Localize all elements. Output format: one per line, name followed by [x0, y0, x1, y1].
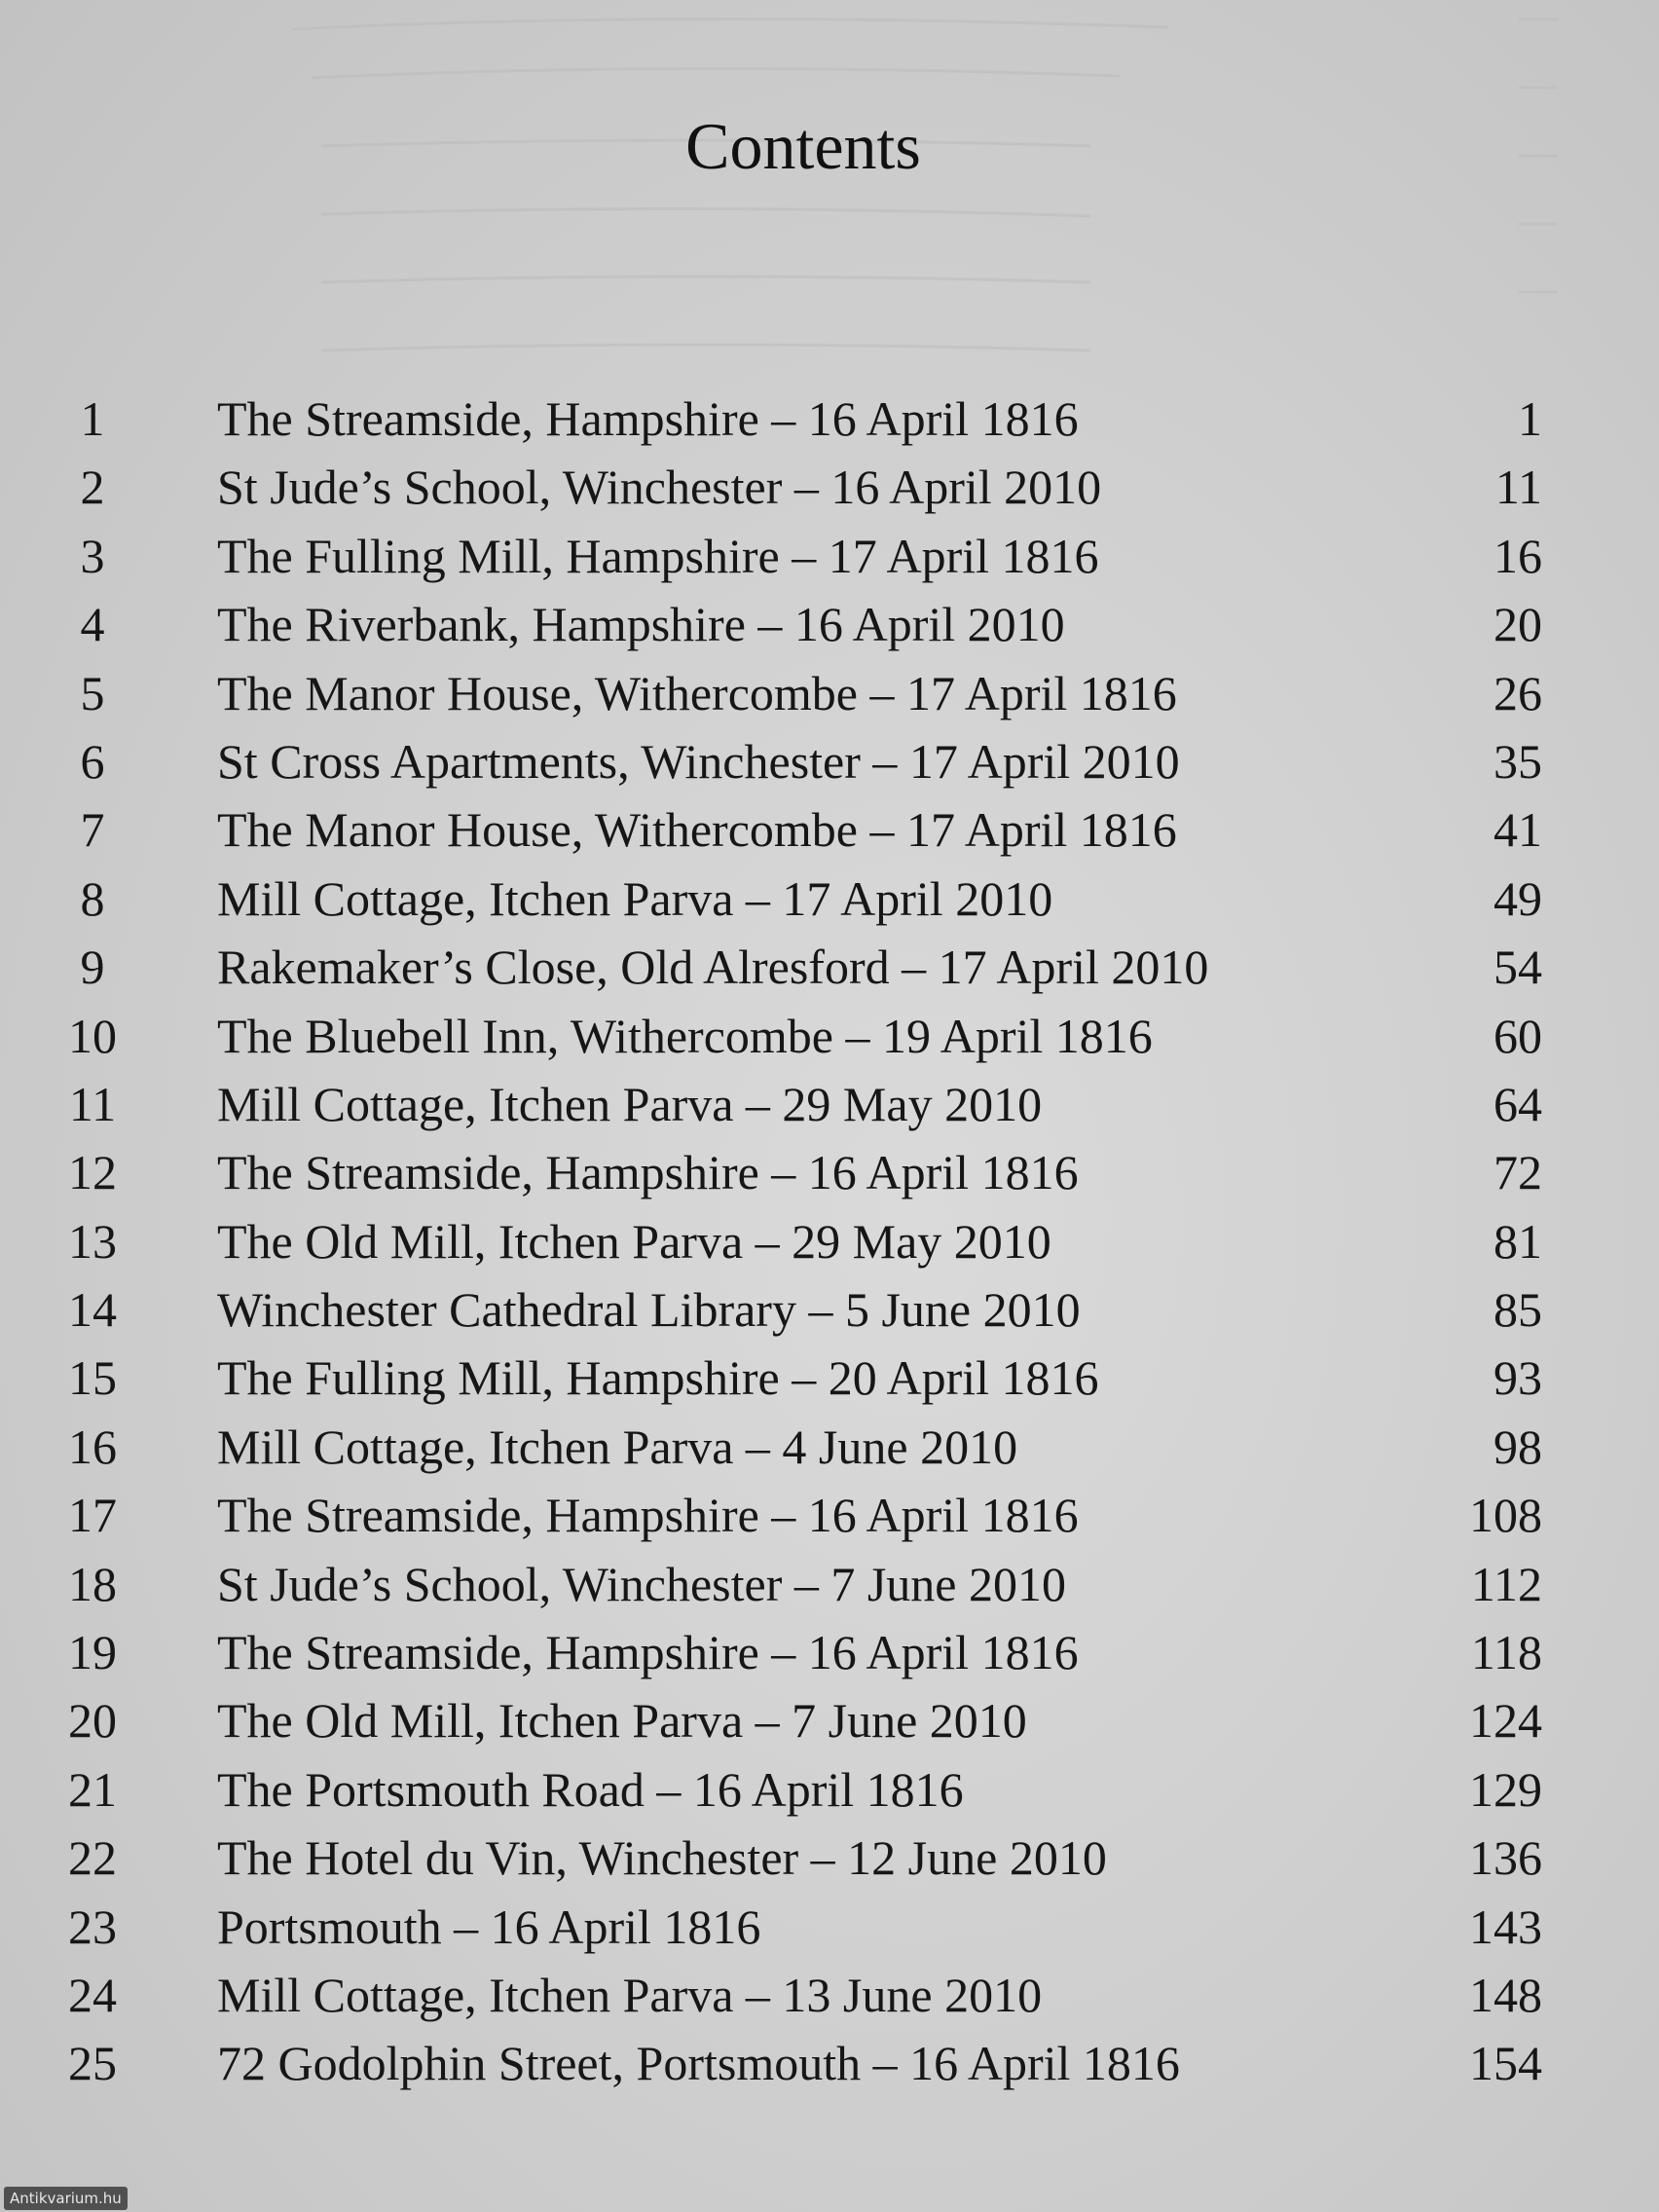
toc-entry: [0, 522, 1659, 590]
chapter-title: Mill Cottage, Itchen Parva – 4 June 2010: [217, 1419, 1018, 1474]
chapter-title: The Hotel du Vin, Winchester – 12 June 2010: [217, 1830, 1107, 1886]
chapter-page-number: 154: [1469, 2036, 1542, 2091]
chapter-number: 15: [68, 1350, 117, 1406]
chapter-number: 5: [80, 665, 105, 720]
toc-entry: [0, 1755, 1659, 1824]
chapter-title: The Old Mill, Itchen Parva – 7 June 2010: [217, 1693, 1027, 1749]
toc-entry: [0, 1618, 1659, 1686]
chapter-page-number: 64: [1493, 1076, 1542, 1131]
chapter-number: 16: [68, 1419, 117, 1474]
toc-entry: [0, 2029, 1659, 2097]
toc-entry: [0, 385, 1659, 453]
chapter-page-number: 60: [1493, 1008, 1542, 1063]
chapter-page-number: 1: [1518, 391, 1542, 446]
chapter-title: The Portsmouth Road – 16 April 1816: [217, 1761, 964, 1817]
chapter-page-number: 108: [1469, 1488, 1542, 1543]
chapter-page-number: 112: [1470, 1556, 1542, 1611]
chapter-page-number: 16: [1493, 528, 1542, 583]
chapter-number: 11: [68, 1076, 117, 1131]
chapter-page-number: 124: [1469, 1693, 1542, 1749]
chapter-page-number: 72: [1493, 1145, 1542, 1200]
table-of-contents: [0, 385, 1659, 2098]
chapter-number: 8: [80, 870, 105, 926]
chapter-title: Mill Cottage, Itchen Parva – 17 April 2010: [217, 870, 1053, 926]
toc-entry: [0, 1070, 1659, 1138]
chapter-page-number: 26: [1493, 665, 1542, 720]
toc-entry: [0, 865, 1659, 933]
chapter-title: St Cross Apartments, Winchester – 17 April 2010: [217, 733, 1180, 789]
chapter-title: Portsmouth – 16 April 1816: [217, 1899, 761, 1954]
chapter-page-number: 98: [1493, 1419, 1542, 1474]
chapter-number: 7: [80, 802, 105, 858]
chapter-page-number: 129: [1469, 1761, 1542, 1817]
chapter-number: 1: [80, 391, 105, 446]
toc-entry: [0, 1550, 1659, 1618]
toc-entry: [0, 1138, 1659, 1206]
toc-entry: [0, 590, 1659, 658]
toc-entry: [0, 1002, 1659, 1070]
chapter-page-number: 49: [1493, 870, 1542, 926]
chapter-number: 6: [80, 733, 105, 789]
chapter-page-number: 35: [1493, 733, 1542, 789]
chapter-number: 12: [68, 1145, 117, 1200]
toc-entry: [0, 795, 1659, 864]
chapter-title: The Streamside, Hampshire – 16 April 1816: [217, 391, 1079, 446]
chapter-title: Rakemaker’s Close, Old Alresford – 17 April 2010: [217, 940, 1209, 995]
toc-entry: [0, 1207, 1659, 1275]
chapter-title: St Jude’s School, Winchester – 16 April 2010: [217, 460, 1102, 515]
chapter-number: 4: [80, 597, 105, 652]
chapter-page-number: 148: [1469, 1967, 1542, 2022]
chapter-number: 14: [68, 1282, 117, 1338]
chapter-page-number: 136: [1469, 1830, 1542, 1886]
chapter-title: The Fulling Mill, Hampshire – 20 April 1816: [217, 1350, 1099, 1406]
toc-entry: [0, 453, 1659, 521]
chapter-page-number: 143: [1469, 1899, 1542, 1954]
chapter-number: 17: [68, 1488, 117, 1543]
chapter-number: 25: [68, 2036, 117, 2091]
chapter-title: The Streamside, Hampshire – 16 April 1816: [217, 1625, 1079, 1680]
page-title: Contents: [685, 109, 921, 183]
toc-entry: [0, 933, 1659, 1001]
toc-entry: [0, 659, 1659, 727]
chapter-number: 23: [68, 1899, 117, 1954]
toc-entry: [0, 1686, 1659, 1754]
chapter-title: The Fulling Mill, Hampshire – 17 April 1816: [217, 528, 1099, 583]
chapter-title: The Manor House, Withercombe – 17 April 1816: [217, 802, 1177, 858]
chapter-page-number: 20: [1493, 597, 1542, 652]
chapter-title: The Old Mill, Itchen Parva – 29 May 2010: [217, 1213, 1051, 1269]
chapter-title: 72 Godolphin Street, Portsmouth – 16 April 1816: [217, 2036, 1180, 2091]
toc-entry: [0, 1893, 1659, 1961]
toc-entry: [0, 1824, 1659, 1892]
toc-entry: [0, 1961, 1659, 2029]
chapter-title: The Riverbank, Hampshire – 16 April 2010: [217, 597, 1065, 652]
toc-entry: [0, 1413, 1659, 1481]
chapter-title: The Bluebell Inn, Withercombe – 19 April 1816: [217, 1008, 1153, 1063]
chapter-number: 22: [68, 1830, 117, 1886]
chapter-page-number: 118: [1470, 1625, 1542, 1680]
chapter-page-number: 93: [1493, 1350, 1542, 1406]
chapter-number: 20: [68, 1693, 117, 1749]
chapter-page-number: 85: [1493, 1282, 1542, 1338]
chapter-title: Mill Cottage, Itchen Parva – 13 June 2010: [217, 1967, 1043, 2022]
chapter-title: Mill Cottage, Itchen Parva – 29 May 2010: [217, 1076, 1043, 1131]
chapter-title: The Streamside, Hampshire – 16 April 1816: [217, 1488, 1079, 1543]
chapter-number: 21: [68, 1761, 117, 1817]
chapter-number: 19: [68, 1625, 117, 1680]
chapter-number: 13: [68, 1213, 117, 1269]
chapter-page-number: 11: [1494, 460, 1542, 515]
chapter-title: Winchester Cathedral Library – 5 June 2010: [217, 1282, 1081, 1338]
toc-entry: [0, 1481, 1659, 1549]
chapter-number: 9: [80, 940, 105, 995]
chapter-number: 2: [80, 460, 105, 515]
chapter-title: The Streamside, Hampshire – 16 April 1816: [217, 1145, 1079, 1200]
chapter-page-number: 41: [1493, 802, 1542, 858]
toc-entry: [0, 727, 1659, 795]
chapter-title: The Manor House, Withercombe – 17 April 1816: [217, 665, 1177, 720]
chapter-number: 24: [68, 1967, 117, 2022]
watermark-logo: Antikvarium.hu: [4, 2187, 128, 2210]
chapter-page-number: 81: [1493, 1213, 1542, 1269]
chapter-number: 3: [80, 528, 105, 583]
chapter-title: St Jude’s School, Winchester – 7 June 2010: [217, 1556, 1066, 1611]
chapter-page-number: 54: [1493, 940, 1542, 995]
chapter-number: 18: [68, 1556, 117, 1611]
toc-entry: [0, 1275, 1659, 1344]
chapter-number: 10: [68, 1008, 117, 1063]
toc-entry: [0, 1344, 1659, 1412]
